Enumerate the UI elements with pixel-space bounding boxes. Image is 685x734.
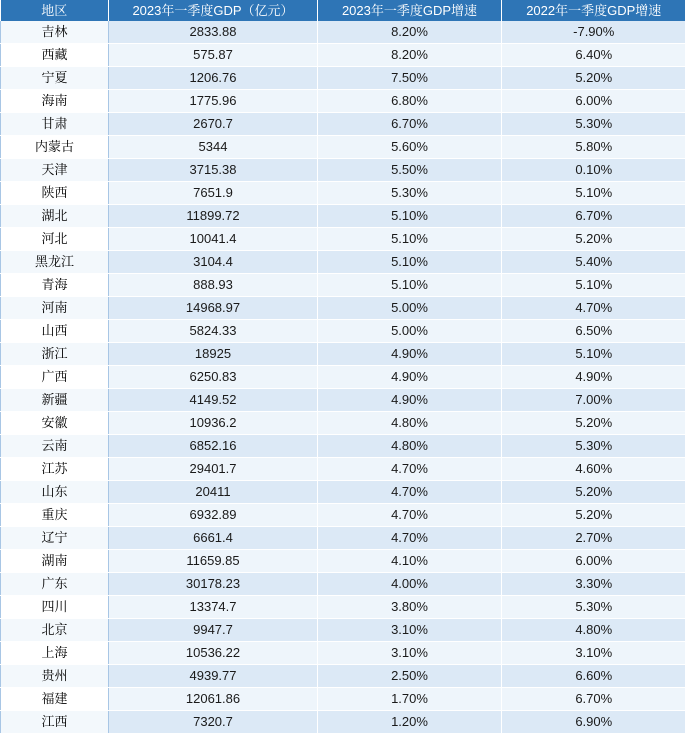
column-header-growth-2022q1: 2022年一季度GDP增速: [502, 0, 685, 21]
cell-growth-2023: 5.10%: [318, 274, 502, 297]
cell-region: 河北: [1, 228, 109, 251]
cell-gdp: 20411: [109, 481, 318, 504]
table-row: [1, 205, 685, 228]
cell-growth-2023: 6.70%: [318, 113, 502, 136]
cell-growth-2022: 4.90%: [502, 366, 685, 389]
cell-region: 山西: [1, 320, 109, 343]
cell-gdp: 10041.4: [109, 228, 318, 251]
cell-growth-2023: 4.80%: [318, 412, 502, 435]
cell-gdp: 575.87: [109, 44, 318, 67]
cell-growth-2023: 4.70%: [318, 458, 502, 481]
cell-growth-2023: 4.90%: [318, 389, 502, 412]
cell-growth-2023: 4.90%: [318, 366, 502, 389]
table-row: [1, 67, 685, 90]
cell-growth-2022: 5.40%: [502, 251, 685, 274]
cell-growth-2023: 6.80%: [318, 90, 502, 113]
cell-growth-2023: 4.90%: [318, 343, 502, 366]
cell-gdp: 888.93: [109, 274, 318, 297]
cell-region: 青海: [1, 274, 109, 297]
cell-gdp: 6932.89: [109, 504, 318, 527]
table-row: [1, 274, 685, 297]
cell-gdp: 11899.72: [109, 205, 318, 228]
table-row: [1, 527, 685, 550]
table-row: [1, 596, 685, 619]
table-row: [1, 642, 685, 665]
cell-growth-2023: 4.10%: [318, 550, 502, 573]
cell-growth-2022: 6.60%: [502, 665, 685, 688]
column-header-growth-2023q1: 2023年一季度GDP增速: [318, 0, 502, 21]
cell-region: 内蒙古: [1, 136, 109, 159]
cell-growth-2022: 5.30%: [502, 113, 685, 136]
cell-gdp: 4149.52: [109, 389, 318, 412]
cell-gdp: 10536.22: [109, 642, 318, 665]
cell-growth-2023: 5.50%: [318, 159, 502, 182]
cell-growth-2022: 4.80%: [502, 619, 685, 642]
table-row: [1, 711, 685, 734]
cell-growth-2022: 5.20%: [502, 67, 685, 90]
cell-growth-2023: 5.60%: [318, 136, 502, 159]
cell-region: 西藏: [1, 44, 109, 67]
cell-gdp: 6661.4: [109, 527, 318, 550]
cell-gdp: 7320.7: [109, 711, 318, 734]
cell-growth-2023: 1.20%: [318, 711, 502, 734]
cell-growth-2022: 6.50%: [502, 320, 685, 343]
cell-region: 上海: [1, 642, 109, 665]
cell-region: 安徽: [1, 412, 109, 435]
cell-region: 浙江: [1, 343, 109, 366]
cell-growth-2023: 4.70%: [318, 504, 502, 527]
cell-gdp: 7651.9: [109, 182, 318, 205]
table-row: [1, 389, 685, 412]
cell-gdp: 5824.33: [109, 320, 318, 343]
cell-growth-2023: 5.00%: [318, 320, 502, 343]
cell-growth-2023: 1.70%: [318, 688, 502, 711]
cell-region: 山东: [1, 481, 109, 504]
cell-region: 天津: [1, 159, 109, 182]
cell-gdp: 2670.7: [109, 113, 318, 136]
cell-growth-2022: 6.00%: [502, 550, 685, 573]
cell-gdp: 18925: [109, 343, 318, 366]
cell-region: 吉林: [1, 21, 109, 44]
cell-growth-2023: 5.00%: [318, 297, 502, 320]
cell-gdp: 6852.16: [109, 435, 318, 458]
header-row: [1, 0, 685, 21]
cell-growth-2023: 4.80%: [318, 435, 502, 458]
table-row: [1, 343, 685, 366]
cell-growth-2022: 5.20%: [502, 412, 685, 435]
cell-growth-2022: 2.70%: [502, 527, 685, 550]
cell-region: 四川: [1, 596, 109, 619]
cell-region: 陕西: [1, 182, 109, 205]
cell-growth-2023: 8.20%: [318, 21, 502, 44]
cell-growth-2022: 3.30%: [502, 573, 685, 596]
cell-growth-2022: 3.10%: [502, 642, 685, 665]
cell-growth-2022: 5.20%: [502, 481, 685, 504]
cell-gdp: 3104.4: [109, 251, 318, 274]
cell-growth-2022: -7.90%: [502, 21, 685, 44]
cell-growth-2023: 5.30%: [318, 182, 502, 205]
table-row: [1, 435, 685, 458]
cell-gdp: 1775.96: [109, 90, 318, 113]
table-body: [1, 21, 685, 734]
cell-growth-2023: 7.50%: [318, 67, 502, 90]
cell-region: 江西: [1, 711, 109, 734]
table-row: [1, 458, 685, 481]
cell-growth-2023: 5.10%: [318, 205, 502, 228]
cell-region: 北京: [1, 619, 109, 642]
cell-growth-2022: 5.80%: [502, 136, 685, 159]
cell-region: 云南: [1, 435, 109, 458]
cell-gdp: 12061.86: [109, 688, 318, 711]
cell-gdp: 6250.83: [109, 366, 318, 389]
table-row: [1, 21, 685, 44]
cell-gdp: 30178.23: [109, 573, 318, 596]
cell-growth-2022: 5.20%: [502, 228, 685, 251]
cell-growth-2023: 4.70%: [318, 527, 502, 550]
column-header-gdp-2023q1: 2023年一季度GDP（亿元）: [109, 0, 318, 21]
cell-growth-2022: 5.10%: [502, 343, 685, 366]
cell-region: 重庆: [1, 504, 109, 527]
cell-growth-2023: 3.10%: [318, 642, 502, 665]
cell-gdp: 2833.88: [109, 21, 318, 44]
cell-growth-2023: 4.00%: [318, 573, 502, 596]
cell-region: 甘肃: [1, 113, 109, 136]
column-header-region: 地区: [1, 0, 109, 21]
cell-region: 广东: [1, 573, 109, 596]
cell-region: 湖南: [1, 550, 109, 573]
cell-region: 湖北: [1, 205, 109, 228]
cell-region: 新疆: [1, 389, 109, 412]
cell-region: 江苏: [1, 458, 109, 481]
table-row: [1, 136, 685, 159]
cell-gdp: 5344: [109, 136, 318, 159]
cell-growth-2022: 5.10%: [502, 274, 685, 297]
cell-gdp: 11659.85: [109, 550, 318, 573]
table-row: [1, 573, 685, 596]
table-row: [1, 481, 685, 504]
cell-growth-2022: 5.30%: [502, 596, 685, 619]
cell-growth-2022: 4.60%: [502, 458, 685, 481]
table-row: [1, 90, 685, 113]
table-row: [1, 113, 685, 136]
table-row: [1, 251, 685, 274]
cell-growth-2023: 5.10%: [318, 228, 502, 251]
table-row: [1, 412, 685, 435]
cell-growth-2022: 6.00%: [502, 90, 685, 113]
cell-growth-2023: 8.20%: [318, 44, 502, 67]
cell-region: 河南: [1, 297, 109, 320]
table-header: [1, 0, 685, 21]
cell-growth-2023: 4.70%: [318, 481, 502, 504]
cell-region: 福建: [1, 688, 109, 711]
cell-gdp: 4939.77: [109, 665, 318, 688]
cell-growth-2022: 0.10%: [502, 159, 685, 182]
cell-gdp: 9947.7: [109, 619, 318, 642]
table-row: [1, 44, 685, 67]
cell-region: 海南: [1, 90, 109, 113]
cell-growth-2022: 5.20%: [502, 504, 685, 527]
table-row: [1, 182, 685, 205]
cell-growth-2022: 6.70%: [502, 688, 685, 711]
cell-growth-2022: 6.90%: [502, 711, 685, 734]
table-row: [1, 665, 685, 688]
cell-gdp: 13374.7: [109, 596, 318, 619]
cell-growth-2022: 6.70%: [502, 205, 685, 228]
table-row: [1, 297, 685, 320]
table-row: [1, 320, 685, 343]
table-row: [1, 366, 685, 389]
table-row: [1, 504, 685, 527]
cell-growth-2022: 4.70%: [502, 297, 685, 320]
cell-growth-2022: 5.30%: [502, 435, 685, 458]
cell-growth-2023: 3.10%: [318, 619, 502, 642]
cell-gdp: 14968.97: [109, 297, 318, 320]
cell-growth-2022: 6.40%: [502, 44, 685, 67]
cell-gdp: 10936.2: [109, 412, 318, 435]
cell-region: 贵州: [1, 665, 109, 688]
cell-region: 宁夏: [1, 67, 109, 90]
cell-region: 黑龙江: [1, 251, 109, 274]
cell-growth-2023: 5.10%: [318, 251, 502, 274]
cell-gdp: 29401.7: [109, 458, 318, 481]
cell-growth-2022: 7.00%: [502, 389, 685, 412]
cell-region: 广西: [1, 366, 109, 389]
cell-growth-2023: 2.50%: [318, 665, 502, 688]
table-row: [1, 228, 685, 251]
table-row: [1, 550, 685, 573]
table-row: [1, 159, 685, 182]
cell-growth-2022: 5.10%: [502, 182, 685, 205]
cell-growth-2023: 3.80%: [318, 596, 502, 619]
cell-gdp: 1206.76: [109, 67, 318, 90]
cell-region: 辽宁: [1, 527, 109, 550]
cell-gdp: 3715.38: [109, 159, 318, 182]
table-row: [1, 619, 685, 642]
table-row: [1, 688, 685, 711]
